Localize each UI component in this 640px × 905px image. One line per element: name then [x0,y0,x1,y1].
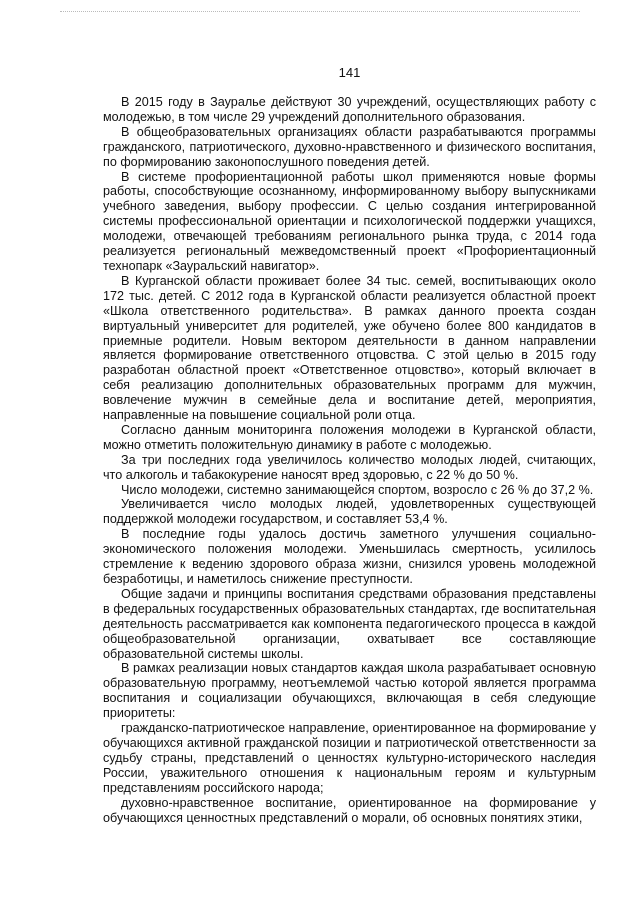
paragraph: Общие задачи и принципы воспитания средствами образования представлены в федеральных государственных образовательных стандартах, где воспитательная деятельность рассматривается как компонента педагогического процесса в каждой общеобразовательной организации, охватывает все составляющие образовательной системы школы. [103,586,596,661]
paragraph: В системе профориентационной работы школ применяются новые формы работы, способствующие осознанному, информированному выбору выпускниками учебного заведения, выбору профессии. С целью создания интегрированной системы профессиональной ориентации и психологической поддержки учащихся, молодежи, отвечающей требованиям регионального рынка труда, с 2014 года реализуется региональный межведомственный проект «Профориентационный технопарк «Зауральский навигатор». [103,169,596,273]
paragraph: духовно-нравственное воспитание, ориентированное на формирование у обучающихся ценностных представлений о морали, об основных понятиях этики, [103,795,596,825]
paragraph: В общеобразовательных организациях области разрабатываются программы гражданского, патриотического, духовно-нравственного и физического воспитания, по формированию законопослушного поведения детей. [103,124,596,169]
paragraph: Число молодежи, системно занимающейся спортом, возросло с 26 % до 37,2 %. [121,482,594,497]
paragraph: За три последних года увеличилось количество молодых людей, считающих, что алкоголь и табакокурение наносят вред здоровью, с 22 % до 50 %. [103,452,596,482]
scan-top-edge [60,11,580,12]
paragraph: В Курганской области проживает более 34 тыс. семей, воспитывающих около 172 тыс. детей. С 2012 года в Курганской области реализуется областной проект «Школа ответственного родительства». В рамках данного проекта создан виртуальный университет для родителей, уже обучено более 800 кандидатов в приемные родители. Новым вектором деятельности в данном направлении является формирование ответственного отцовства. С этой целью в 2015 году разработан областной проект «Ответственное отцовство», который включает в себя реализацию дополнительных образовательных программ для мужчин, вовлечение мужчин в семейные дела и воспитание детей, мероприятия, направленные на повышение социальной роли отца. [103,273,596,423]
page-number: 141 [338,65,361,80]
document-body [103,95,596,825]
paragraph: гражданско-патриотическое направление, ориентированное на формирование у обучающихся активной гражданской позиции и патриотической ответственности за судьбу страны, представлений о ценностях культурно-исторического наследия России, уважительного отношения к национальным героям и культурным представлениям российского народа; [103,721,596,795]
paragraph: В последние годы удалось достичь заметного улучшения социально-экономического положения молодежи. Уменьшилась смертность, усилилось стремление к ведению здорового образа жизни, снизился уровень молодежной безработицы, и наметилось снижение преступности. [103,527,596,586]
paragraph: В 2015 году в Зауралье действуют 30 учреждений, осуществляющих работу с молодежью, в том числе 29 учреждений дополнительного образования. [103,95,596,124]
paragraph: Увеличивается число молодых людей, удовлетворенных существующей поддержкой молодежи государством, и составляет 53,4 %. [103,497,596,527]
document-page [103,66,596,825]
paragraph: В рамках реализации новых стандартов каждая школа разрабатывает основную образовательную программу, неотъемлемой частью которой является программа воспитания и социализации обучающихся, включающая в себя следующие приоритеты: [103,661,596,721]
paragraph: Согласно данным мониторинга положения молодежи в Курганской области, можно отметить положительную динамику в работе с молодежью. [103,422,596,452]
